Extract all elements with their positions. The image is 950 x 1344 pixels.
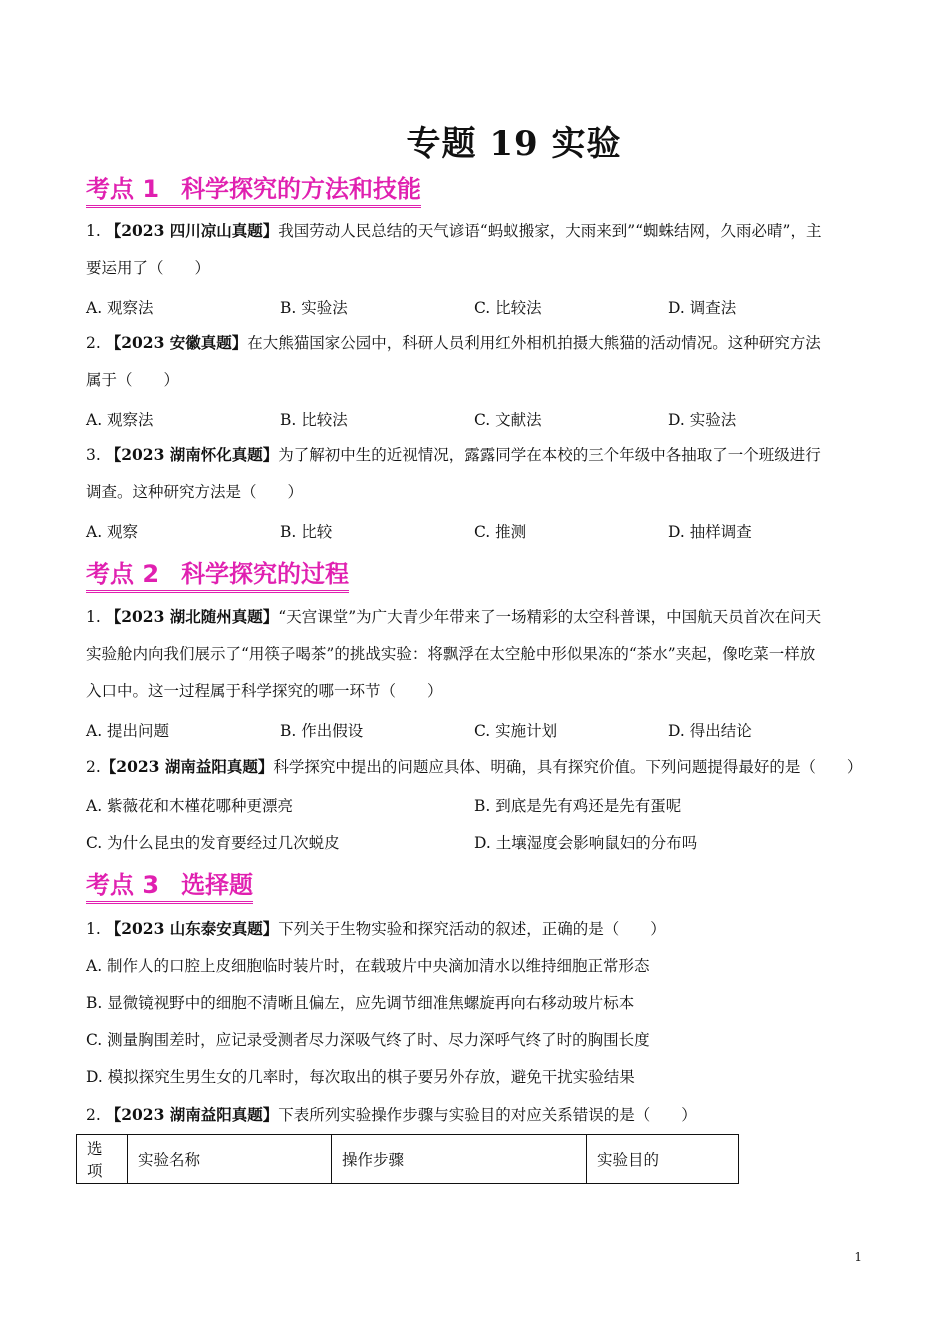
table-header-cell: 实验目的 xyxy=(587,1135,739,1184)
question-source: 【2023 山东泰安真题】 xyxy=(105,919,279,938)
option-a: A. 紫薇花和木槿花哪种更漂亮 xyxy=(86,797,294,815)
option-c: C. 为什么昆虫的发育要经过几次蜕皮 xyxy=(86,834,340,852)
option-b: B. 显微镜视野中的细胞不清晰且偏左，应先调节细准焦螺旋再向右移动玻片标本 xyxy=(86,994,635,1012)
option-c: C. 推测 xyxy=(474,523,527,541)
question-source: 【2023 四川凉山真题】 xyxy=(105,221,279,240)
option-a: A. 观察 xyxy=(86,523,139,541)
table-header-cell: 操作步骤 xyxy=(332,1135,587,1184)
question-number: 2. xyxy=(86,758,101,776)
option-b: B. 作出假设 xyxy=(280,722,364,740)
option-c: C. 测量胸围差时，应记录受测者尽力深吸气终了时、尽力深呼气终了时的胸围长度 xyxy=(86,1031,650,1049)
option-a: A. 提出问题 xyxy=(86,722,170,740)
option-b: B. 实验法 xyxy=(280,299,348,317)
section-number: 考点 1 xyxy=(86,175,160,203)
question-source: 【2023 湖南益阳真题】 xyxy=(105,1105,279,1124)
page-number: 1 xyxy=(854,1250,862,1264)
question-text: 下列关于生物实验和探究活动的叙述，正确的是（ ） xyxy=(278,920,666,938)
option-a: A. 制作人的口腔上皮细胞临时装片时，在载玻片中央滴加清水以维持细胞正常形态 xyxy=(86,957,650,975)
option-c: C. 比较法 xyxy=(474,299,542,317)
question-number: 1. xyxy=(86,222,101,240)
section-number: 考点 3 xyxy=(86,871,160,899)
option-b: B. 比较法 xyxy=(280,411,348,429)
section-name: 选择题 xyxy=(181,871,254,899)
table-header-cell: 选项 xyxy=(77,1135,128,1184)
option-a: A. 观察法 xyxy=(86,411,154,429)
question-text: 科学探究中提出的问题应具体、明确，具有探究价值。下列问题提得最好的是（ ） xyxy=(273,758,863,776)
question-2-1 xyxy=(86,598,866,710)
question-3-1 xyxy=(86,910,866,1096)
question-text: 下表所列实验操作步骤与实验目的对应关系错误的是（ ） xyxy=(278,1106,697,1124)
question-text: “天宫课堂”为广大青少年带来了一场精彩的太空科普课，中国航天员首次在问天 xyxy=(278,608,822,626)
question-number: 1. xyxy=(86,920,101,938)
page-title: 专题 19 实验 xyxy=(406,124,622,164)
options-1-3 xyxy=(86,520,866,544)
question-text-cont: 属于（ ） xyxy=(86,371,180,389)
question-text: 为了解初中生的近视情况，露露同学在本校的三个年级中各抽取了一个班级进行 xyxy=(278,446,821,464)
table-header-cell: 实验名称 xyxy=(128,1135,332,1184)
question-source: 【2023 湖南益阳真题】 xyxy=(100,757,274,776)
options-2-2-row2 xyxy=(86,831,866,855)
section-name: 科学探究的方法和技能 xyxy=(181,175,422,203)
options-1-1 xyxy=(86,296,866,320)
option-b: B. 到底是先有鸡还是先有蛋呢 xyxy=(474,797,682,815)
question-text-cont: 入口中。这一过程属于科学探究的哪一环节（ ） xyxy=(86,682,443,700)
option-d: D. 抽样调查 xyxy=(668,523,752,541)
question-number: 3. xyxy=(86,446,101,464)
question-1-3 xyxy=(86,436,866,511)
options-2-2-row1 xyxy=(86,794,866,818)
question-text: 在大熊猫国家公园中，科研人员利用红外相机拍摄大熊猫的活动情况。这种研究方法 xyxy=(247,334,821,352)
option-d: D. 实验法 xyxy=(668,411,737,429)
question-source: 【2023 湖南怀化真题】 xyxy=(105,445,279,464)
question-2-2 xyxy=(86,748,866,786)
section-heading-1 xyxy=(86,174,421,208)
question-number: 2. xyxy=(86,1106,101,1124)
section-heading-2 xyxy=(86,559,349,593)
question-text-cont: 实验舱内向我们展示了“用筷子喝茶”的挑战实验：将飘浮在太空舱中形似果冻的“茶水”夹起，像吃菜一样放 xyxy=(86,645,816,663)
option-d: D. 得出结论 xyxy=(668,722,752,740)
question-text-cont: 要运用了（ ） xyxy=(86,259,211,277)
question-number: 2. xyxy=(86,334,101,352)
option-b: B. 比较 xyxy=(280,523,333,541)
question-3-2 xyxy=(86,1096,866,1134)
section-heading-3 xyxy=(86,870,253,904)
options-2-1 xyxy=(86,719,866,743)
question-source: 【2023 安徽真题】 xyxy=(105,333,248,352)
question-source: 【2023 湖北随州真题】 xyxy=(105,607,279,626)
option-d: D. 模拟探究生男生女的几率时，每次取出的棋子要另外存放，避免干扰实验结果 xyxy=(86,1068,635,1086)
option-a: A. 观察法 xyxy=(86,299,154,317)
option-c: C. 实施计划 xyxy=(474,722,558,740)
option-c: C. 文献法 xyxy=(474,411,542,429)
question-text-cont: 调查。这种研究方法是（ ） xyxy=(86,483,304,501)
option-d: D. 调查法 xyxy=(668,299,737,317)
section-name: 科学探究的过程 xyxy=(181,560,350,588)
question-text: 我国劳动人民总结的天气谚语“蚂蚁搬家，大雨来到”“蜘蛛结网，久雨必晴”，主 xyxy=(278,222,822,240)
table-header-row xyxy=(77,1135,739,1184)
experiment-table xyxy=(76,1134,739,1184)
question-number: 1. xyxy=(86,608,101,626)
question-1-2 xyxy=(86,324,866,399)
section-number: 考点 2 xyxy=(86,560,160,588)
option-d: D. 土壤湿度会影响鼠妇的分布吗 xyxy=(474,834,698,852)
options-1-2 xyxy=(86,408,866,432)
question-1-1 xyxy=(86,212,866,287)
